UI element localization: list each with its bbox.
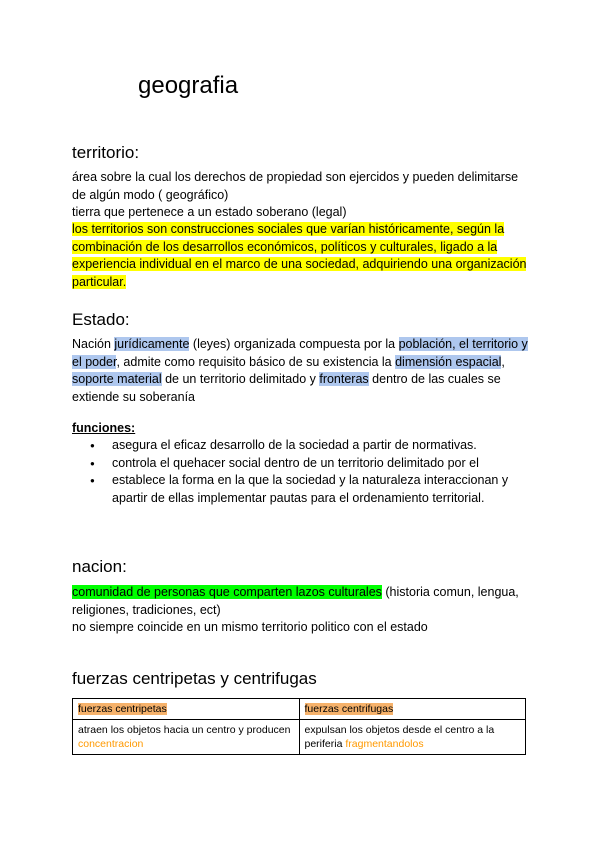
estado-text: de un territorio delimitado y xyxy=(161,372,320,386)
estado-text: dentro de las cuales se extiende su soberanía xyxy=(72,372,501,404)
territorio-highlight: los territorios son construcciones sociales que varían históricamente, según la combinación de los desarrollos económicos, políticos y culturales, ligado a la experiencia individual en el marco de una sociedad, adquiriendo una organización particular. xyxy=(72,222,527,289)
heading-territorio: territorio: xyxy=(72,143,140,162)
estado-text: Nación xyxy=(72,337,115,351)
territorio-social-paragraph xyxy=(72,221,532,291)
funciones-list xyxy=(72,437,532,507)
estado-text: (leyes) organizada compuesta por la xyxy=(189,337,399,351)
estado-definition xyxy=(72,336,532,406)
centrifugas-orange: fragmentandolos xyxy=(345,738,424,750)
estado-highlight: dimensión espacial xyxy=(395,354,502,369)
estado-text: , admite como requisito básico de su existencia la xyxy=(116,354,396,369)
nacion-rest: (historia comun, lengua, religiones, tradiciones, ect) xyxy=(72,585,519,617)
estado-highlight: jurídicamente xyxy=(114,337,190,351)
estado-highlight: fronteras xyxy=(319,372,369,386)
heading-fuerzas: fuerzas centripetas y centrifugas xyxy=(72,669,317,688)
table-cell xyxy=(73,699,300,720)
territorio-definition: área sobre la cual los derechos de propiedad son ejercidos y pueden delimitarse de algún modo ( geográfico) xyxy=(72,170,519,202)
nacion-definition xyxy=(72,584,532,619)
territorio-legal: tierra que pertenece a un estado soberano (legal) xyxy=(72,205,347,219)
estado-text: , xyxy=(501,354,505,369)
heading-nacion: nacion: xyxy=(72,557,127,576)
centripetas-header: fuerzas centripetas xyxy=(78,703,167,715)
heading-estado: Estado: xyxy=(72,310,130,329)
table-cell xyxy=(299,720,526,755)
document-title: geografia xyxy=(138,72,239,99)
table-row xyxy=(73,720,526,755)
list-item: ● asegura el eficaz desarrollo de la sociedad a partir de normativas. xyxy=(112,437,532,455)
nacion-note: no siempre coincide en un mismo territorio politico con el estado xyxy=(72,620,428,634)
estado-highlight: soporte material xyxy=(72,372,162,386)
centrifugas-header: fuerzas centrifugas xyxy=(304,703,394,715)
estado-highlight: población, el territorio y el poder xyxy=(72,337,528,369)
list-item: ● establece la forma en la que la sociedad y la naturaleza interaccionan y apartir de ellas implementar pautas para el ordenamiento territorial. xyxy=(112,472,532,507)
table-cell xyxy=(73,720,300,755)
funciones-label: funciones: xyxy=(72,421,136,435)
funciones-paragraph xyxy=(72,420,532,438)
fuerzas-table xyxy=(72,698,526,755)
table-row xyxy=(73,699,526,720)
table-cell xyxy=(299,699,526,720)
centripetas-text: atraen los objetos hacia un centro y producen xyxy=(78,724,291,736)
centripetas-orange: concentracion xyxy=(78,738,144,750)
nacion-highlight: comunidad de personas que comparten lazos culturales xyxy=(72,585,382,599)
centrifugas-text: expulsan los objetos desde el centro a la periferia xyxy=(304,724,495,750)
list-item: ● controla el quehacer social dentro de un territorio delimitado por el xyxy=(112,455,532,473)
